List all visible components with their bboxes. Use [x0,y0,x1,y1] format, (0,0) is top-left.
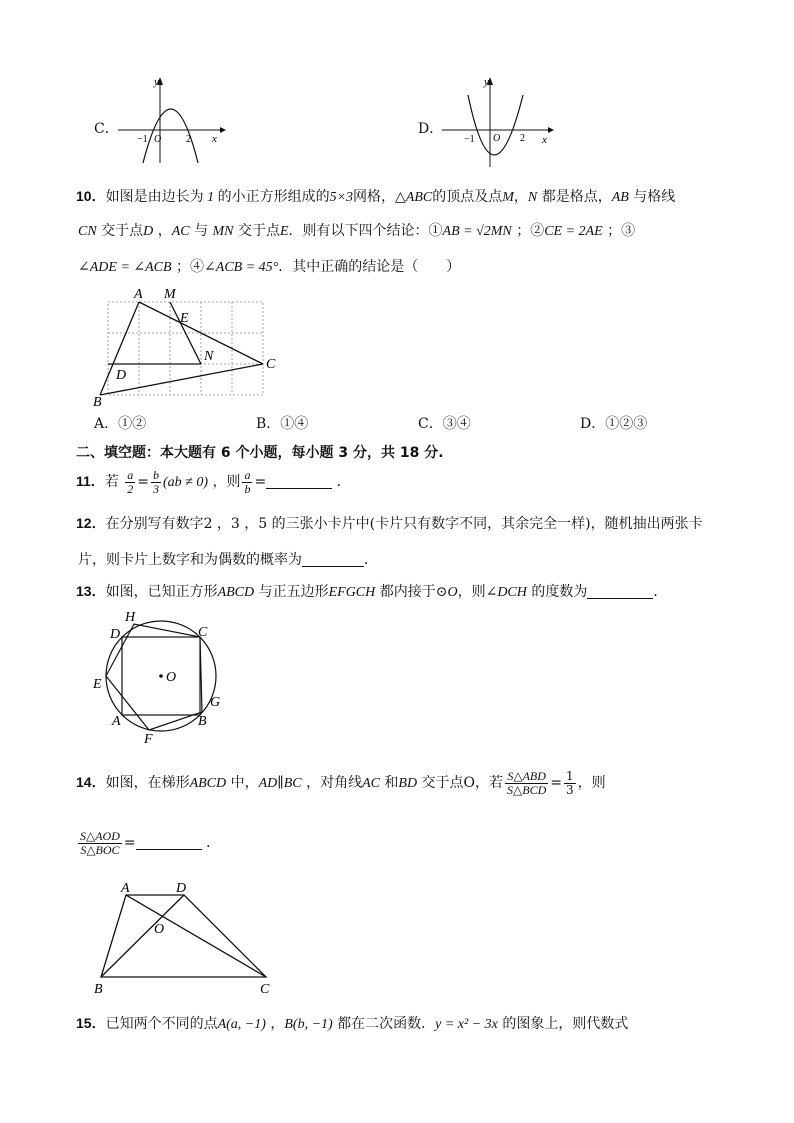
q15-number: 15． [76,1015,106,1031]
q14-label-A: A [121,881,130,896]
q12-answer-blank[interactable] [302,552,364,567]
q10-line2: CN 交于点D ，AC 与 MN 交于点E．则有以下四个结论：①AB = √2MN ；②CE = 2AE ；③ [78,223,636,239]
q14-label-D: D [176,881,187,896]
q13-label-D: D [110,627,121,642]
q13-label-O: O [166,670,177,685]
q11: 11．若 $\frac{a}{2}$ = $\frac{b}{3}$ (ab ≠ 0) ，则 $\frac{a}{b}$ = ． [76,467,351,496]
q14-number: 14． [76,774,106,790]
q10-label-C: C [266,357,276,372]
q10-option-b[interactable]: B．①④ [256,416,309,432]
c-y-label: y [154,76,159,88]
q11-answer-blank[interactable] [266,474,332,489]
c-neg1-label: −1 [137,134,148,145]
q13-line: 13．如图，已知正方形ABCD 与正五边形EFGCH 都内接于⊙O，则∠DCH 的度数为 ． [76,583,668,600]
q13-label-C: C [198,625,208,640]
q10-label-D: D [116,368,127,383]
q10-label-A: A [134,287,143,302]
q12-line1: 12．在分别写有数字2 ，3 ，5 的三张小卡片中(卡片只有数字不同，其余完全一样)，随机抽出两张卡 [76,515,703,532]
q13-label-H: H [125,610,136,625]
option-c-graph [116,75,226,165]
d-neg1-label: −1 [464,134,475,145]
q15-line: 15．已知两个不同的点A(a, −1) ，B(b, −1) 都在二次函数．y = x² − 3x 的图象上，则代数式 [76,1015,629,1032]
q10-label-E: E [180,311,189,326]
q14-answer-blank[interactable] [136,835,202,850]
q10-option-a[interactable]: A．①② [94,416,147,432]
q10-option-d[interactable]: D．①②③ [580,416,648,432]
q11-number: 11． [76,473,105,489]
section-2-heading: 二、填空题：本大题有 6 个小题，每小题 3 分，共 18 分. [76,445,444,461]
q14-label-O: O [154,922,165,937]
q12-line2: 片，则卡片上数字和为偶数的概率为 ． [78,552,378,568]
q10-grid-figure [88,282,288,407]
q10-option-c[interactable]: C．③④ [418,416,471,432]
d-y-label: y [484,76,489,88]
option-c-label: C． [94,121,119,137]
d-x-label: x [542,134,547,146]
q13-label-A: A [112,714,121,729]
option-d-graph [440,75,555,170]
q13-circle-figure [88,608,238,748]
q13-answer-blank[interactable] [587,584,653,599]
q13-label-E: E [93,677,102,692]
q10-label-B: B [93,395,102,407]
d-two-label: 2 [520,133,525,144]
q14-label-B: B [94,982,103,997]
q10-label-M: M [164,287,176,302]
q13-label-G: G [210,695,221,710]
q14-label-C: C [260,982,270,997]
q14-line2: $\frac{\text{S△AOD}}{\text{S△BOC}}$ = ． [80,828,221,857]
q13-label-F: F [144,732,153,747]
option-d-label: D． [418,121,444,137]
q14-line1: 14．如图，在梯形ABCD 中，AD∥BC ，对角线AC 和BD 交于点O，若 $\frac{\text{S△ABD}}{\text{S△BCD}}$ = $\frac{1}{3}$ ，则 [76,768,606,797]
q10-label-N: N [204,349,214,364]
c-two-label: 2 [186,134,191,145]
q10-line3: ∠ADE = ∠ACB ；④∠ACB = 45°．其中正确的结论是（ ） [78,259,461,275]
q10-number: 10． [76,188,106,204]
q10-line1: 10．如图是由边长为 1 的小正方形组成的5×3网格，△ABC的顶点及点M，N 都是格点，AB 与格线 [76,188,676,205]
q12-number: 12． [76,515,106,531]
c-origin-label: O [154,134,162,145]
q13-number: 13． [76,583,106,599]
q14-trapezoid-figure [88,876,288,1001]
c-x-label: x [212,133,217,145]
d-origin-label: O [493,133,501,144]
q13-label-B: B [198,714,207,729]
